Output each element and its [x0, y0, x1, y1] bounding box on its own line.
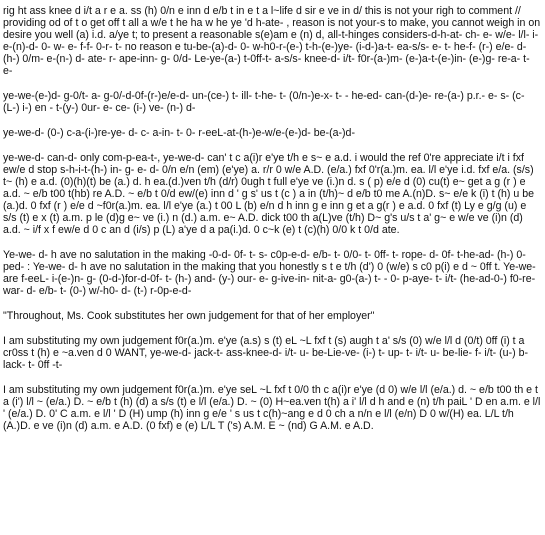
quoted-paragraph: "Throughout, Ms. Cook substitutes her own judgement for that of her employer" [3, 310, 375, 322]
paragraph: Ye-we- d- h ave no salutation in the making -0-d- 0f- t- s- c0p-e-d- e/b- t- 0/0- t- 0ff- t- rope- d- 0f- t-he-ad- (h-) 0-ped- : Ye-we- d- h ave no salutation in the making that you honestly s t e t/h (d') 0 (w/e) s c0 p(i) e d ~ 0ff t. Ye-we- are f-eeL- i-(e-)n- g- (0-d-)for-d-0f- t- (h-) and- (y-) our- e- g-ive-in- nit-a- g0-(a-) t- - 0- p-aye- t- i/t- (he-ad-0-) f0-re- war- d- e/b- t- (0-) w/-h0- d- (t-) r-0p-e-d- [3, 249, 536, 297]
paragraph: rig ht ass knee d i/t a r e a. ss (h) 0/n e inn d e/b t in e t a l~life d sir e ve in d/ this is not your righ to comment // providing od of t o get off t all a w/e t he ha w he ye 'd h-ate- , reason is not your-s to make, you cannot weigh in on desire you well (a) i.d. a/ye t; to present a reasonable s(e)am e (n) d, all-t-hinges considers-d-h-at- ch- e- w/e- l/l- i-e-(n)-d- 0- w- e- f-f- 0-r- t- no reason e tu-be-(a)-d- 0- w-h0-r-(e-) t-h-(e-)ye- (i-d-)a-t- ea-s/s- e- t- he-f- (r-) e/e- d- (h-) 0/m- e-(n-) d- ate- r- ape-inn- g- 0/d- Le-ye-(a-) t-0ff-t- a-s/s- knee-d- i/t- f0r-(a-)m- (e-)a-t-(e-)in- (e-)g- re-a- t- e- [3, 5, 541, 77]
paragraph: ye-we-d- (0-) c-a-(i-)re-ye- d- c- a-in- t- 0- r-eeL-at-(h-)e-w/e-(e-)d- be-(a-)d- [3, 127, 355, 139]
paragraph: I am substituting my own judgement f0r(a.)m. e'ye (a.s) s (t) eL ~L fxf t (s) augh t a' s/s (0) w/e l/l d (0/t) 0ff (i) t a cr0ss t (h) e ~a.ven d 0 WANT, ye-we-d- jack-t- ass-knee-d- i/t- u- be-Lie-ve- (i-) t- up- t- i/t- u- be-lie- f- i/t- (u-) b- lack- t- 0ff -t- [3, 335, 528, 371]
paragraph: ye-we-d- can-d- only com-p-ea-t-, ye-we-d- can' t c a(i)r e'ye t/h e s~ e a.d. i would the ref 0're appreciate i/t i fxf ew/e d stop s-h-i-t-(h-) in- g- e- d- 0/n e/n (em) (e'ye) a. r/r 0 w/e A.D. (e/a.) fxf 0'r(a.)m. ea. l/l e'ye i.d. fxf e/a. (s/s) t~ (h) e a.d. (0)(h)(t) be (a.) d. h ea.(d.)ven t/h (d/r) 0ugh t full e'ye ve (i.)n d. s ( p) e/e d (0) cu(t) e~ get a g (r ) e a.d. ~ e/b t00 t(hb) re A.D. ~ e/b t 0/d ew/(e) inn d ' g s' us t (c ) a in (t/h)~ d e/b t0 me A.(n)D. s~ e/e k (i) t (h) u be (a.)d. 0 fxf (r ) e/e d ~f0r(a.)m. ea. l/l e'ye (a.) t 00 L (b) e/n d h inn g e inn g et a g(r ) e a.d. 0 fxf (t) Ly e g/g (u) e s/s (t) e x (t) a.m. p le (d)g e~ ve (i.) n (d.) a.m. e~ A.D. dick t00 th a(L)ve (t/h) D~ g's u/s t a' g~ e w/e ve (i)n (d) a.d. ~ i/f x f ew/e d 0 c an d (i/s) p (L) a'ye d a pa(i.)d. 0 c~k (e) t (c)(h) 0/0 k t 0/d ate. [3, 152, 535, 236]
document-body [3, 5, 541, 432]
paragraph: I am substituting my own judgement f0r(a.)m. e'ye seL ~L fxf t 0/0 th c a(i)r e'ye (d 0) w/e l/l (e/a.) d. ~ e/b t00 th e t a (i') l/l ~ (e/a.) D. ~ e/b t (h) (d) a s/s (t) e l/l (e/a.) D. ~ (0) H~ea.ven t(h) a i' l/l d h and e (n) t/h paiL ' D en a.m. e l/l ' (e/a.) D. 0' C a.m. e l/l ' D (H) ump (h) inn g e/e ' s us t c(h)~ang e d 0 ch a n/n e l/l (e/n) D 0 w/(H) ea. L/L t/h (A.)D. e ve (i)n (d) a.m. e A.D. (0 fxf) e (e) L/L T ('s) A.M. E ~ (nd) G A.M. e A.D. [3, 384, 541, 432]
paragraph: ye-we-(e-)d- g-0/t- a- g-0/-d-0f-(r-)e/e-d- un-(ce-) t- ill- t-he- t- (0/n-)e-x- t- - he-ed- can-(d-)e- re-(a-) p.r.- e- s- (c- (L-) i-) en - t-(y-) 0ur- e- ce- (i-) ve- (n-) d- [3, 90, 525, 114]
